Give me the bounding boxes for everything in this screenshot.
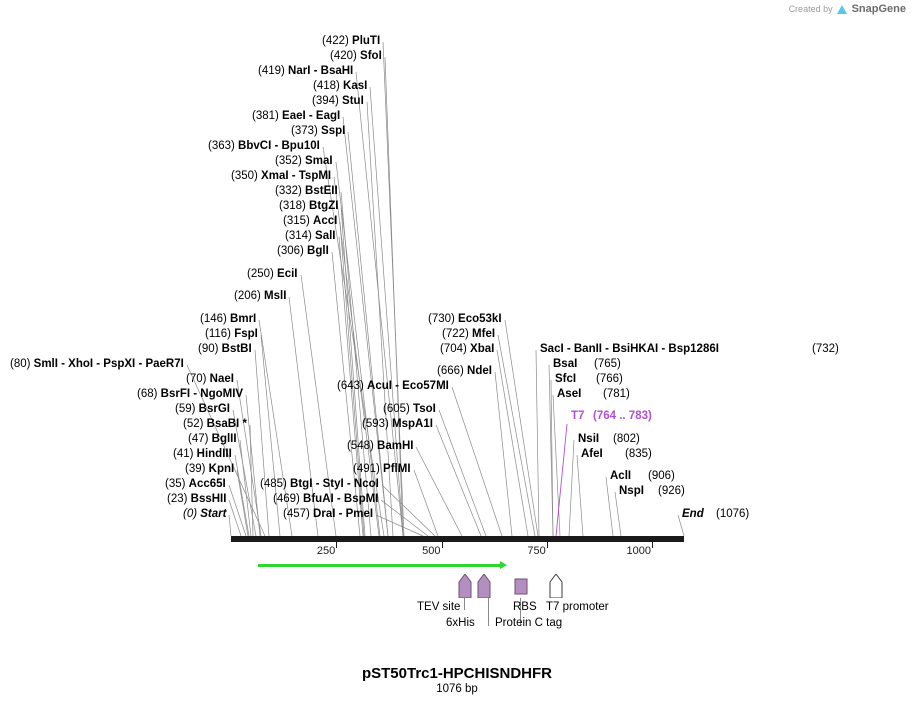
t7-promoter-glyph	[549, 574, 563, 598]
enzyme-label-bgli	[277, 245, 329, 257]
enzyme-name-fspi: FspI	[234, 328, 258, 340]
enzyme-name-sspi: SspI	[321, 125, 346, 137]
enzyme-name-bsabi: BsaBI *	[206, 418, 247, 430]
enzyme-position-ecli: (250)	[247, 268, 278, 280]
enzyme-position-pflmi: (491)	[353, 463, 384, 475]
enzyme-name-eaei: EaeI - EagI	[282, 110, 341, 122]
enzyme-label-stui	[312, 95, 364, 107]
orf-arrow-bar	[258, 564, 501, 567]
t7-promoter-name: T7	[571, 410, 585, 422]
plasmid-title: pST50Trc1-HPCHISNDHFR	[361, 665, 553, 682]
enzyme-name-bsrgi: BsrGI	[198, 403, 230, 415]
enzyme-name-tsoi: TsoI	[413, 403, 436, 415]
enzyme-position-acci: (315)	[283, 215, 314, 227]
enzyme-position-hindiii: (41)	[173, 448, 197, 460]
enzyme-name-ecli: EciI	[277, 268, 298, 280]
enzyme-name-bamhi: BamHI	[377, 440, 414, 452]
enzyme-position-eco53ki: (730)	[428, 313, 459, 325]
enzyme-name-bglii: BglII	[211, 433, 237, 445]
enzyme-label-btgzi	[279, 200, 338, 212]
enzyme-position-bfuai: (469)	[273, 493, 304, 505]
enzyme-label-smai	[275, 155, 333, 167]
enzyme-name-bsteii: BstEII	[305, 185, 338, 197]
enzyme-position-nsii: (802)	[613, 433, 640, 445]
enzyme-name-sali: SalI	[315, 230, 336, 242]
enzyme-label-hindiii	[173, 448, 232, 460]
enzyme-label-bsshii	[167, 493, 226, 505]
enzyme-position-eaei: (381)	[252, 110, 283, 122]
enzyme-position-sfoi: (420)	[330, 50, 361, 62]
enzyme-label-afei: AfeI	[581, 448, 603, 460]
ruler-tick-750	[547, 542, 548, 548]
enzyme-name-acui: AcuI - Eco57MI	[367, 380, 449, 392]
enzyme-position-afei: (835)	[625, 448, 652, 460]
watermark-created-label: Created by	[788, 4, 833, 14]
feature-label-t7-promoter: T7 promoter	[546, 601, 609, 613]
snapgene-logo-icon	[837, 5, 847, 14]
feature-label-rbs: RBS	[513, 601, 537, 613]
enzyme-label-sfoi	[330, 50, 382, 62]
enzyme-position-bsteii: (332)	[275, 185, 306, 197]
enzyme-name-mspa1i: MspA1I	[392, 418, 433, 430]
enzyme-name-xmai: XmaI - TspMI	[261, 170, 332, 182]
enzyme-position-naei: (70)	[186, 373, 210, 385]
enzyme-name-naei: NaeI	[209, 373, 234, 385]
enzyme-label-end: End	[682, 508, 704, 520]
enzyme-label-sali	[285, 230, 336, 242]
enzyme-position-bsabi: (52)	[183, 418, 207, 430]
enzyme-label-acci	[283, 215, 337, 227]
enzyme-label-bmri	[200, 313, 256, 325]
enzyme-position-bbvci: (363)	[208, 140, 239, 152]
enzyme-name-btgi: BtgI - StyI - NcoI	[290, 478, 379, 490]
enzyme-name-kpni: KpnI	[208, 463, 235, 475]
enzyme-label-eco53ki	[428, 313, 502, 325]
feature-label-6xhis: 6xHis	[446, 617, 475, 629]
feature-label-protein-c-tag: Protein C tag	[495, 617, 563, 629]
enzyme-name-bfuai: BfuAI - BspMI	[303, 493, 379, 505]
enzyme-position-stui: (394)	[312, 95, 343, 107]
6xhis-leader	[488, 598, 489, 626]
enzyme-name-bsshii: BssHII	[190, 493, 227, 505]
6xhis-glyph	[477, 574, 499, 598]
enzyme-label-nari	[258, 65, 353, 77]
enzyme-position-bglii: (47)	[188, 433, 212, 445]
enzyme-name-bstbi: BstBI	[221, 343, 252, 355]
enzyme-position-btgzi: (318)	[279, 200, 310, 212]
snapgene-watermark	[789, 3, 906, 15]
enzyme-label-smli	[10, 358, 184, 370]
enzyme-position-asei: (781)	[603, 388, 630, 400]
orf-arrow-head	[500, 561, 507, 569]
enzyme-label-bglii	[188, 433, 237, 445]
enzyme-position-bsrgi: (59)	[175, 403, 199, 415]
enzyme-position-sfci: (766)	[596, 373, 623, 385]
enzyme-position-btgi: (485)	[260, 478, 291, 490]
enzyme-name-kasi: KasI	[343, 80, 368, 92]
enzyme-name-smli: SmlI - XhoI - PspXI - PaeR7I	[33, 358, 184, 370]
plasmid-length: 1076 bp	[436, 683, 478, 695]
enzyme-label-btgi	[260, 478, 379, 490]
enzyme-position-bgli: (306)	[277, 245, 308, 257]
enzyme-label-saci: SacI - BanII - BsiHKAI - Bsp1286I	[540, 343, 719, 355]
sequence-ruler	[231, 542, 684, 558]
enzyme-label-kasi	[313, 80, 367, 92]
orf-arrow	[258, 561, 507, 569]
enzyme-position-bstbi: (90)	[198, 343, 222, 355]
enzyme-name-btgzi: BtgZI	[309, 200, 339, 212]
enzyme-label-acc65i	[165, 478, 226, 490]
enzyme-label-acui	[337, 380, 449, 392]
enzyme-label-pluti	[322, 35, 380, 47]
ruler-tick-500	[442, 542, 443, 548]
enzyme-label-mspa1i	[362, 418, 433, 430]
enzyme-position-bmri: (146)	[200, 313, 231, 325]
enzyme-position-bsshii: (23)	[167, 493, 191, 505]
enzyme-position-msli: (206)	[234, 290, 265, 302]
enzyme-label-eaei	[252, 110, 340, 122]
enzyme-position-sali: (314)	[285, 230, 316, 242]
enzyme-label-bsrgi	[175, 403, 230, 415]
enzyme-label-bbvci	[208, 140, 320, 152]
enzyme-position-fspi: (116)	[205, 328, 235, 340]
enzyme-label-nspi: NspI	[619, 485, 644, 497]
enzyme-name-bsrfi: BsrFI - NgoMIV	[160, 388, 244, 400]
enzyme-label-acli: AclI	[610, 470, 632, 482]
enzyme-position-xmai: (350)	[231, 170, 262, 182]
enzyme-position-mfei: (722)	[442, 328, 473, 340]
watermark-brand-label: SnapGene	[851, 3, 906, 15]
enzyme-label-bamhi	[347, 440, 413, 452]
enzyme-position-smai: (352)	[275, 155, 306, 167]
ruler-label-250: 250	[316, 545, 336, 557]
enzyme-label-naei	[186, 373, 234, 385]
enzyme-name-xbai: XbaI	[470, 343, 495, 355]
enzyme-position-kpni: (39)	[185, 463, 209, 475]
enzyme-name-nari: NarI - BsaHI	[288, 65, 354, 77]
enzyme-label-kpni	[185, 463, 234, 475]
ruler-label-750: 750	[527, 545, 546, 557]
enzyme-label-drai	[283, 508, 373, 520]
enzyme-label-bfuai	[273, 493, 378, 505]
enzyme-label-xbai	[440, 343, 494, 355]
enzyme-label-nsii: NsiI	[578, 433, 600, 445]
t7-promoter-range: (764 .. 783)	[593, 410, 652, 422]
enzyme-position-tsoi: (605)	[383, 403, 414, 415]
ruler-label-500: 500	[422, 545, 441, 557]
enzyme-name-pluti: PluTI	[352, 35, 381, 47]
enzyme-name-msli: MslI	[264, 290, 287, 302]
enzyme-position-start: (0)	[183, 508, 201, 520]
enzyme-position-drai: (457)	[283, 508, 314, 520]
enzyme-label-pflmi	[353, 463, 411, 475]
tev-site-glyph	[458, 574, 472, 598]
enzyme-name-acc65i: Acc65I	[188, 478, 226, 490]
enzyme-position-nspi: (926)	[658, 485, 685, 497]
enzyme-position-bamhi: (548)	[347, 440, 378, 452]
enzyme-label-msli	[234, 290, 286, 302]
ruler-tick-1000	[652, 542, 653, 548]
enzyme-position-acc65i: (35)	[165, 478, 189, 490]
enzyme-label-start	[183, 508, 226, 520]
enzyme-name-acci: AccI	[313, 215, 338, 227]
enzyme-label-bsrfi	[137, 388, 243, 400]
enzyme-position-sspi: (373)	[291, 125, 322, 137]
enzyme-label-ndei	[437, 365, 492, 377]
enzyme-position-mspa1i: (593)	[362, 418, 393, 430]
enzyme-label-ecli	[247, 268, 298, 280]
enzyme-name-bgli: BglI	[307, 245, 329, 257]
enzyme-label-fspi	[205, 328, 258, 340]
enzyme-position-ndei: (666)	[437, 365, 468, 377]
enzyme-label-sfci: SfcI	[555, 373, 577, 385]
enzyme-label-asei: AseI	[557, 388, 582, 400]
enzyme-name-bmri: BmrI	[230, 313, 257, 325]
enzyme-position-pluti: (422)	[322, 35, 353, 47]
enzyme-label-mfei	[442, 328, 495, 340]
enzyme-position-saci: (732)	[812, 343, 839, 355]
enzyme-name-ndei: NdeI	[467, 365, 492, 377]
enzyme-name-eco53ki: Eco53kI	[458, 313, 502, 325]
enzyme-position-xbai: (704)	[440, 343, 471, 355]
enzyme-position-bsai: (765)	[594, 358, 621, 370]
enzyme-label-bsabi	[183, 418, 247, 430]
feature-label-tev-site: TEV site	[417, 601, 461, 613]
enzyme-name-mfei: MfeI	[472, 328, 496, 340]
enzyme-name-sfoi: SfoI	[360, 50, 382, 62]
enzyme-name-start: Start	[200, 508, 227, 520]
enzyme-name-hindiii: HindIII	[196, 448, 232, 460]
enzyme-label-bstbi	[198, 343, 252, 355]
enzyme-name-bbvci: BbvCI - Bpu10I	[238, 140, 320, 152]
enzyme-label-xmai	[231, 170, 331, 182]
enzyme-position-nari: (419)	[258, 65, 289, 77]
ruler-label-1000: 1000	[626, 545, 651, 557]
enzyme-label-tsoi	[383, 403, 436, 415]
ruler-tick-250	[336, 542, 337, 548]
enzyme-position-acui: (643)	[337, 380, 368, 392]
tev-site-leader	[464, 598, 465, 610]
enzyme-name-stui: StuI	[342, 95, 364, 107]
enzyme-position-end: (1076)	[716, 508, 750, 520]
enzyme-name-smai: SmaI	[305, 155, 333, 167]
enzyme-position-smli: (80)	[10, 358, 34, 370]
t7-promoter-label	[571, 410, 584, 422]
enzyme-label-bsteii	[275, 185, 338, 197]
enzyme-label-sspi	[291, 125, 345, 137]
enzyme-position-kasi: (418)	[313, 80, 344, 92]
enzyme-position-acli: (906)	[648, 470, 675, 482]
enzyme-name-pflmi: PflMI	[383, 463, 411, 475]
enzyme-name-drai: DraI - PmeI	[313, 508, 374, 520]
protein-c-tag-glyph	[514, 578, 528, 600]
enzyme-label-bsai: BsaI	[553, 358, 578, 370]
enzyme-position-bsrfi: (68)	[137, 388, 161, 400]
